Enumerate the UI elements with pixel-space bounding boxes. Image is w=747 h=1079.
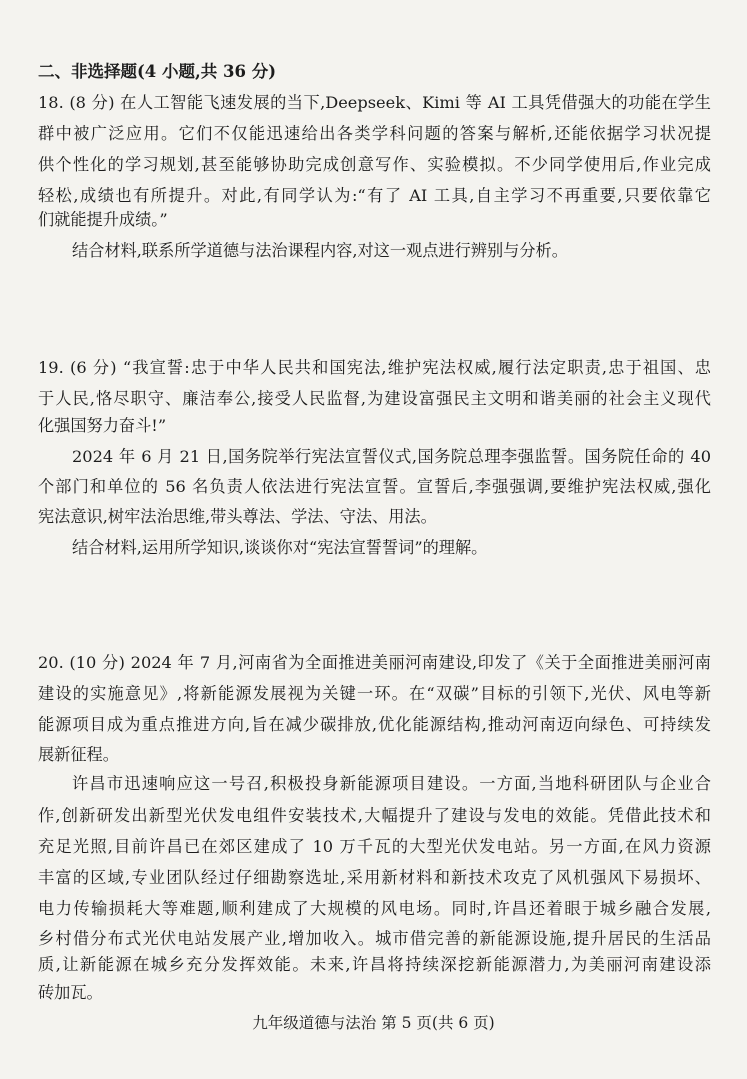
- q20-line-2: 建设的实施意见》,将新能源发展视为关键一环。在“双碳”目标的引领下,光伏、风电等新: [38, 684, 711, 703]
- q19-prompt: 结合材料,运用所学知识,谈谈你对“宪法宣誓誓词”的理解。: [72, 538, 488, 557]
- q20-para-line-5: 电力传输损耗大等难题,顺利建成了大规模的风电场。同时,许昌还着眼于城乡融合发展,: [38, 899, 711, 918]
- q20-para-line-4: 丰富的区域,专业团队经过仔细勘察选址,采用新材料和新技术攻克了风机强风下易损坏、: [38, 868, 711, 887]
- q19-para-line-1: 2024 年 6 月 21 日,国务院举行宪法宣誓仪式,国务院总理李强监誓。国务院任命的 40: [72, 447, 711, 466]
- q19-para-line-2: 个部门和单位的 56 名负责人依法进行宪法宣誓。宣誓后,李强强调,要维护宪法权威,强化: [38, 477, 711, 496]
- q20-para-line-3: 充足光照,目前许昌已在郊区建成了 10 万千瓦的大型光伏发电站。另一方面,在风力资源: [38, 837, 711, 856]
- q18-line-5: 们就能提升成绩。”: [38, 210, 168, 229]
- q20-para-line-7: 质,让新能源在城乡充分发挥效能。未来,许昌将持续深挖新能源潜力,为美丽河南建设添: [38, 955, 711, 974]
- q18-line-1: 18. (8 分) 在人工智能飞速发展的当下,Deepseek、Kimi 等 AI 工具凭借强大的功能在学生: [38, 93, 711, 112]
- q20-para-line-6: 乡村借分布式光伏电站发展产业,增加收入。城市借完善的新能源设施,提升居民的生活品: [38, 929, 711, 948]
- q19-para-line-3: 宪法意识,树牢法治思维,带头尊法、学法、守法、用法。: [38, 507, 437, 526]
- q19-line-3: 化强国努力奋斗!”: [38, 416, 167, 435]
- q19-line-2: 于人民,恪尽职守、廉洁奉公,接受人民监督,为建设富强民主文明和谐美丽的社会主义现代: [38, 389, 711, 408]
- q18-line-3: 供个性化的学习规划,甚至能够协助完成创意写作、实验模拟。不少同学使用后,作业完成: [38, 155, 711, 174]
- section-title: 二、非选择题(4 小题,共 36 分): [38, 62, 277, 81]
- q19-line-1: 19. (6 分) “我宣誓:忠于中华人民共和国宪法,维护宪法权威,履行法定职责,忠于祖国、忠: [38, 358, 711, 377]
- q18-line-2: 群中被广泛应用。它们不仅能迅速给出各类学科问题的答案与解析,还能依据学习状况提: [38, 124, 711, 143]
- q20-line-4: 展新征程。: [38, 745, 119, 764]
- q20-line-3: 能源项目成为重点推进方向,旨在减少碳排放,优化能源结构,推动河南迈向绿色、可持续发: [38, 715, 711, 734]
- q20-para-line-8: 砖加瓦。: [38, 983, 103, 1002]
- q20-para-line-2: 作,创新研发出新型光伏发电组件安装技术,大幅提升了建设与发电的效能。凭借此技术和: [38, 806, 711, 825]
- q20-para-line-1: 许昌市迅速响应这一号召,积极投身新能源项目建设。一方面,当地科研团队与企业合: [72, 774, 711, 793]
- q18-prompt: 结合材料,联系所学道德与法治课程内容,对这一观点进行辨别与分析。: [72, 241, 568, 260]
- page-footer: 九年级道德与法治 第 5 页(共 6 页): [252, 1014, 495, 1032]
- q20-line-1: 20. (10 分) 2024 年 7 月,河南省为全面推进美丽河南建设,印发了《关于全面推进美丽河南: [38, 653, 711, 672]
- q18-line-4: 轻松,成绩也有所提升。对此,有同学认为:“有了 AI 工具,自主学习不再重要,只要依靠它: [38, 186, 711, 205]
